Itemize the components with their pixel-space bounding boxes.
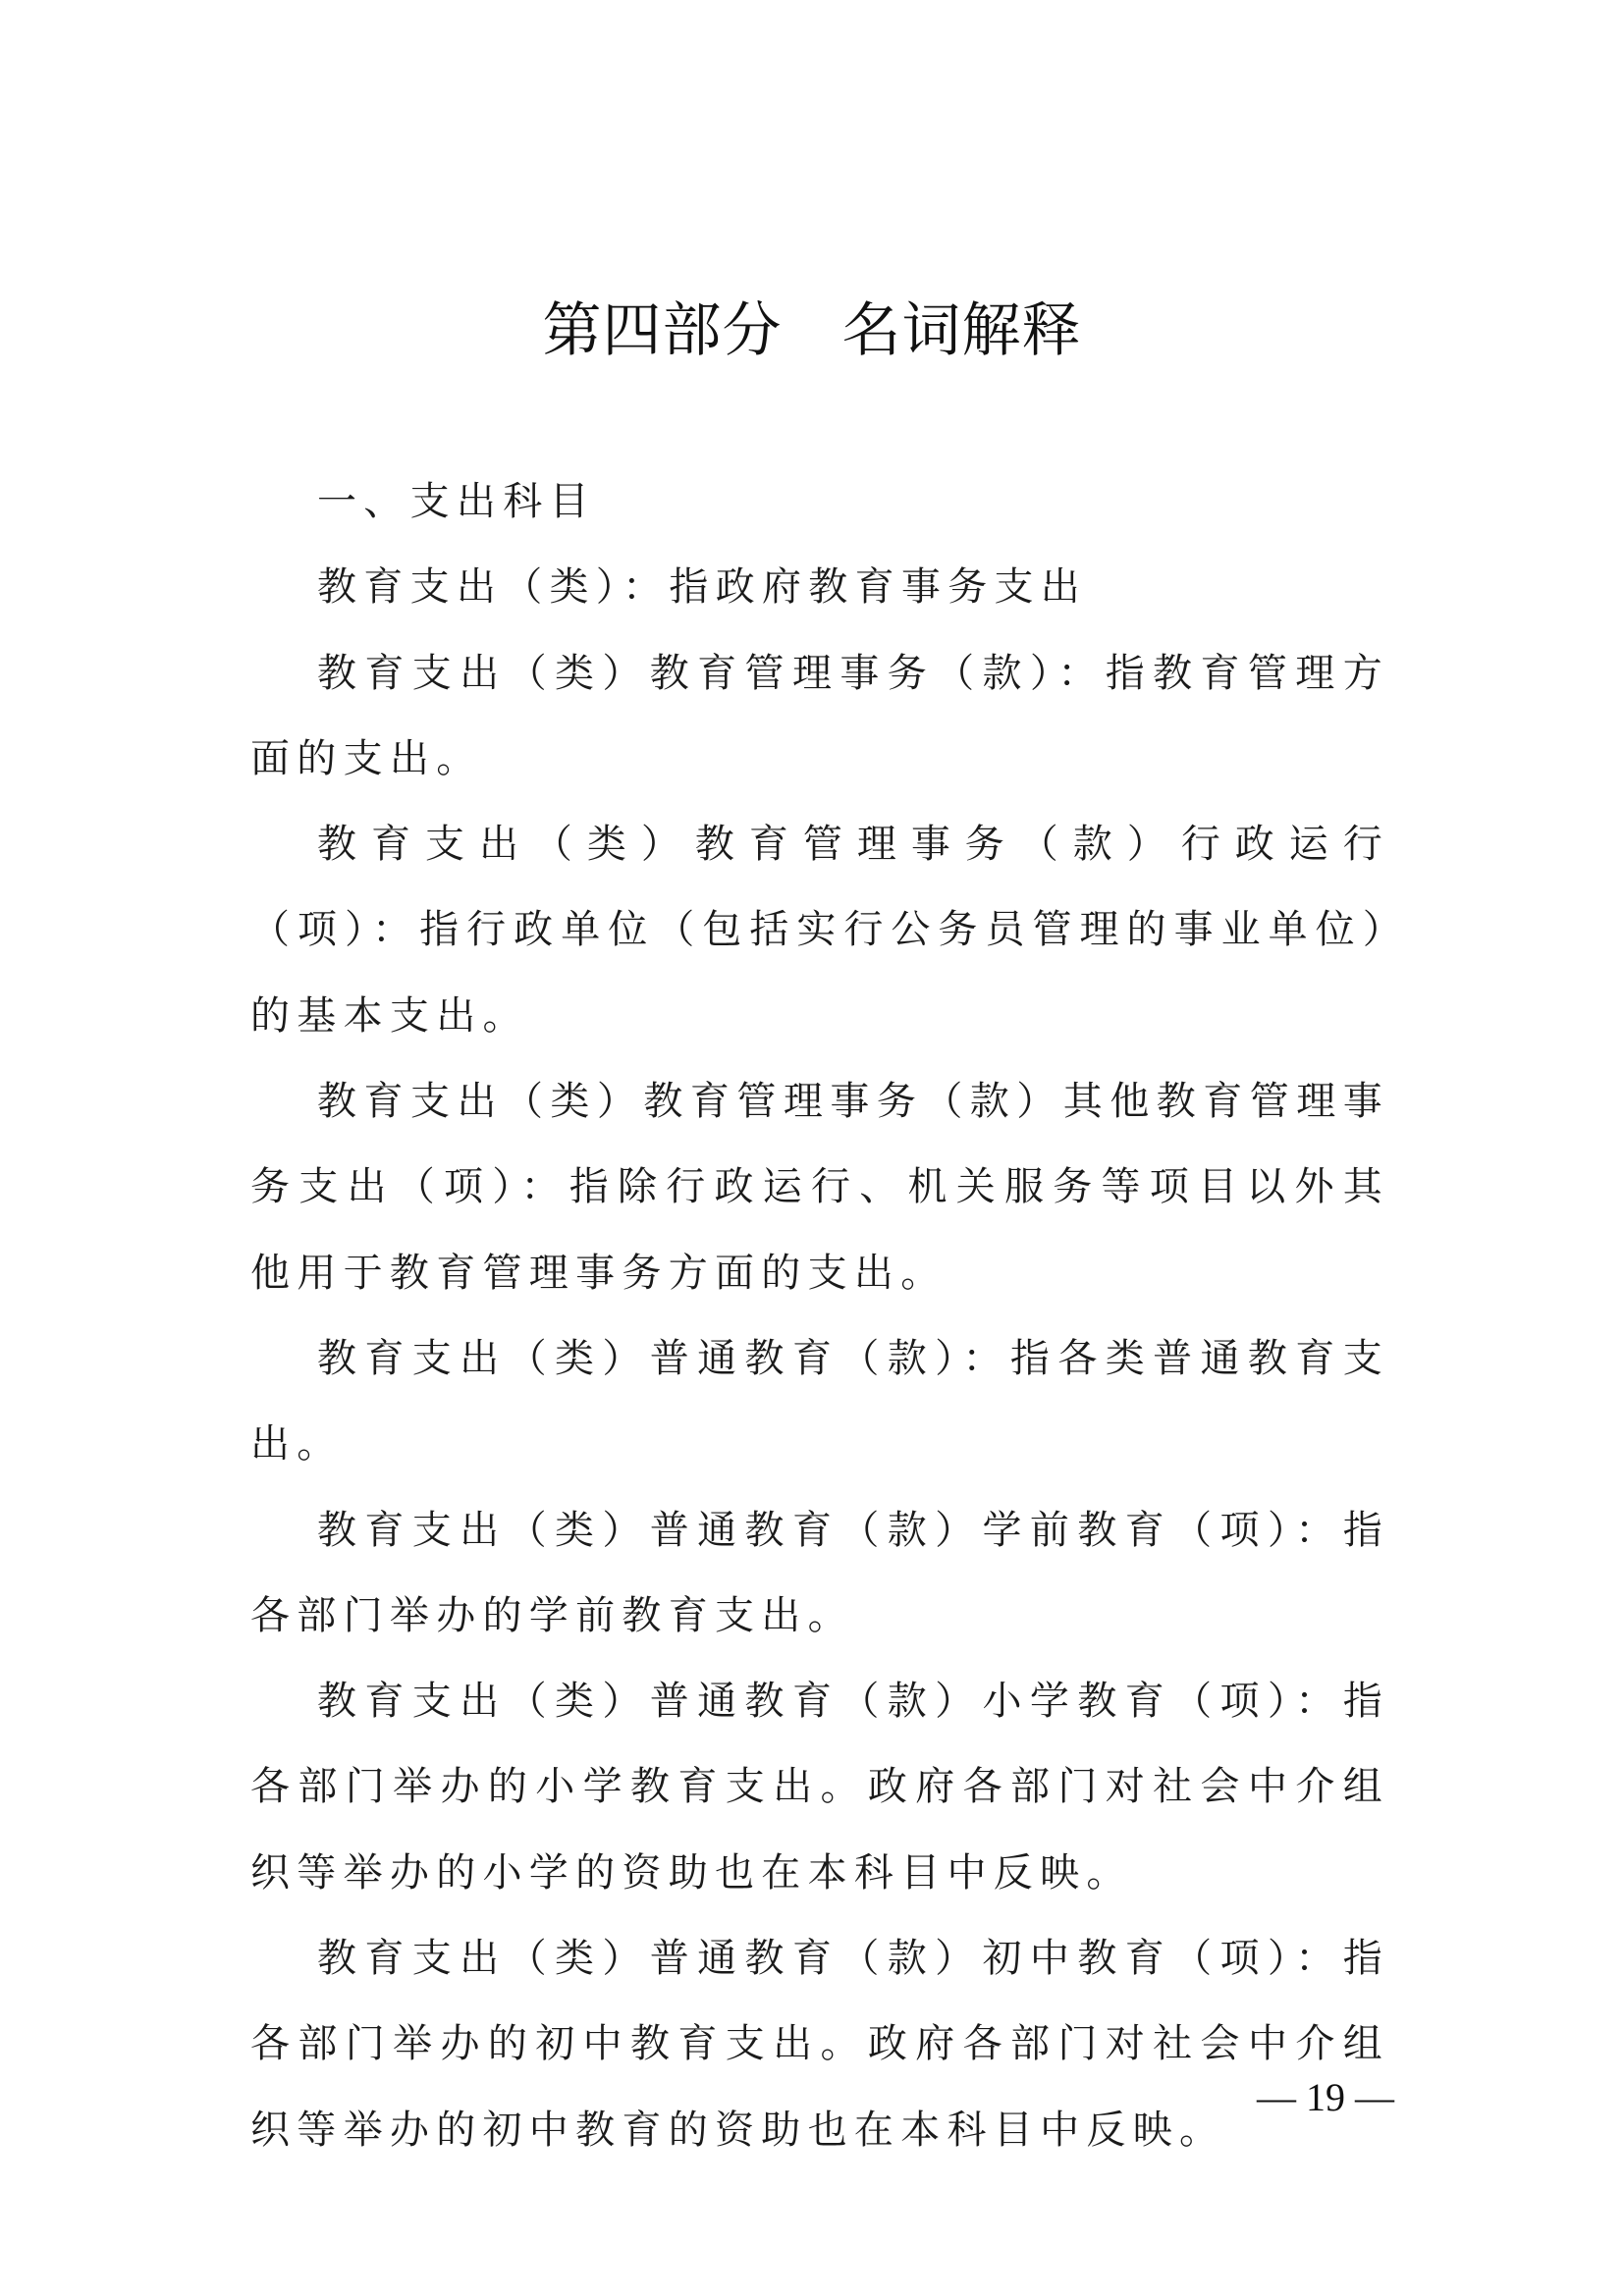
- page-number: — 19 —: [1257, 2075, 1394, 2119]
- definition-paragraph: 教育支出（类）：指政府教育事务支出: [317, 564, 1088, 611]
- definition-paragraph: 教育支出（类）普通教育（款）小学教育（项）：指各部门举办的小学教育支出。政府各部门对社会中介组织等举办的小学的资助也在本科目中反映。: [250, 1679, 1389, 1896]
- definition-paragraph: 教育支出（类）教育管理事务（款）行政运行（项）：指行政单位（包括实行公务员管理的事业单位）的基本支出。: [250, 822, 1389, 1039]
- definition-paragraph: 教育支出（类）普通教育（款）学前教育（项）：指各部门举办的学前教育支出。: [250, 1507, 1389, 1638]
- definition-paragraph: 教育支出（类）普通教育（款）初中教育（项）：指各部门举办的初中教育支出。政府各部门对社会中介组织等举办的初中教育的资助也在本科目中反映。: [250, 1936, 1389, 2153]
- definition-paragraph: 教育支出（类）教育管理事务（款）：指教育管理方面的支出。: [250, 650, 1389, 781]
- definition-paragraph: 教育支出（类）普通教育（款）：指各类普通教育支出。: [250, 1335, 1389, 1468]
- body-text: [250, 459, 1389, 2173]
- page-title: 第四部分 名词解释: [542, 296, 1082, 365]
- definition-paragraph: 教育支出（类）教育管理事务（款）其他教育管理事务支出（项）：指除行政运行、机关服务等项目以外其他用于教育管理事务方面的支出。: [250, 1079, 1389, 1296]
- section-heading: 一、支出科目: [317, 479, 596, 524]
